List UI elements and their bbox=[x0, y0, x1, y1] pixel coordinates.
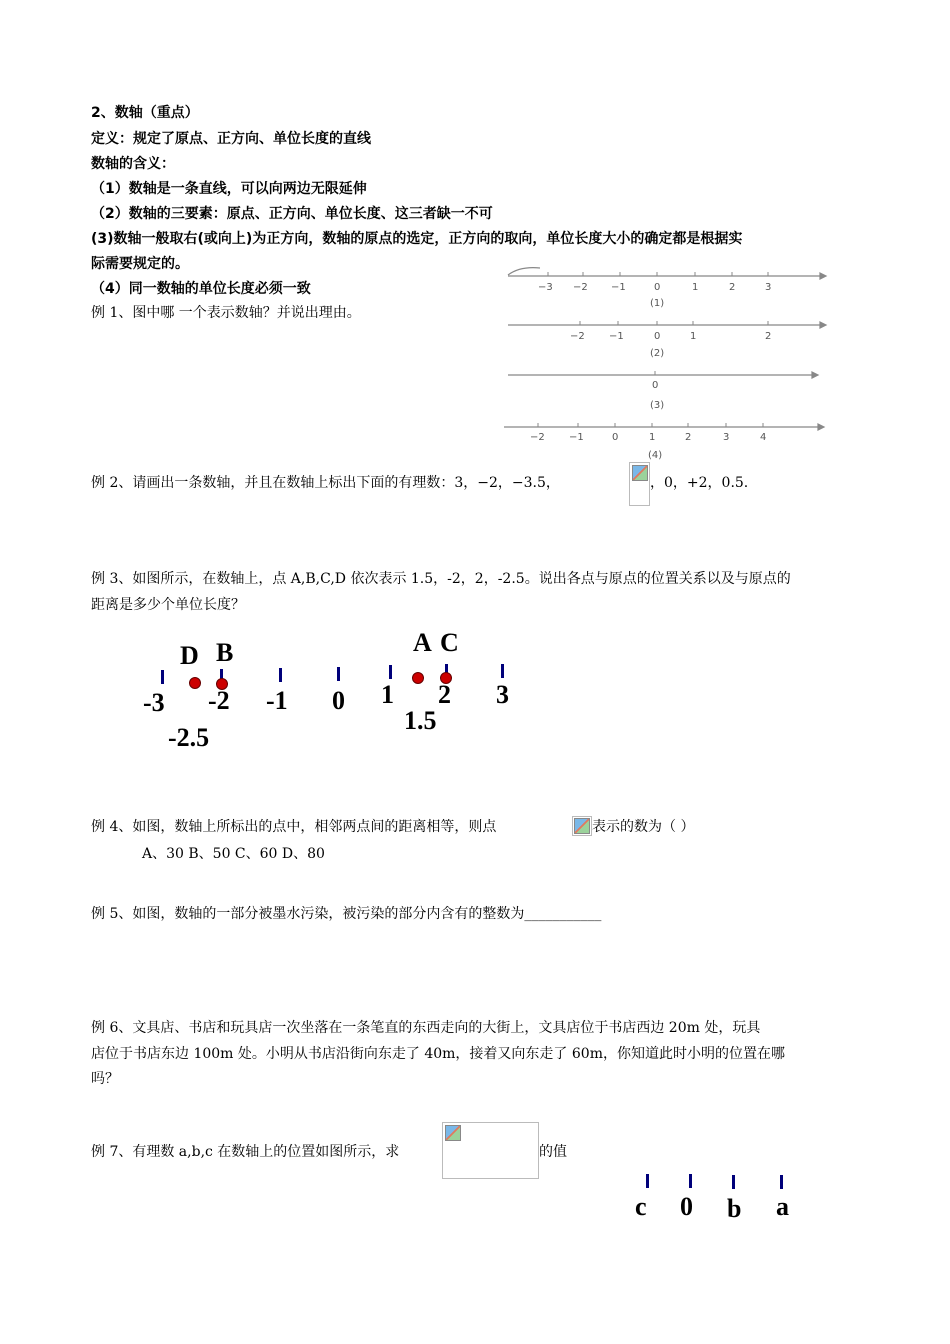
example-7-text: 例 7、有理数 a,b,c 在数轴上的位置如图所示，求 bbox=[91, 1144, 400, 1160]
point-label-a: A bbox=[413, 628, 432, 657]
label-a: a bbox=[776, 1192, 789, 1221]
tick-mark bbox=[689, 1174, 692, 1188]
tick-label: 2 bbox=[438, 680, 451, 709]
example-3-text-line-1: 例 3、如图所示，在数轴上，点 A,B,C,D 依次表示 1.5，-2，2，-2.5。说出各点与原点的位置关系以及与原点的 bbox=[91, 571, 791, 587]
meaning-item-4: （4）同一数轴的单位长度必须一致 bbox=[91, 281, 311, 297]
tick-label: 0 bbox=[332, 686, 345, 715]
axis-4-tick-label: −1 bbox=[569, 432, 584, 443]
point-d-dot bbox=[189, 677, 201, 689]
fraction-image-placeholder bbox=[629, 462, 650, 506]
axis-2-tick-label: −1 bbox=[609, 331, 624, 342]
axis-2-tick-label: 1 bbox=[690, 331, 697, 342]
point-image-placeholder bbox=[572, 816, 592, 836]
example-7-text-end: 的值 bbox=[539, 1144, 567, 1160]
definition-text: 定义：规定了原点、正方向、单位长度的直线 bbox=[91, 131, 371, 147]
example-3-text-line-2: 距离是多少个单位长度？ bbox=[91, 597, 245, 613]
tick-mark bbox=[389, 665, 392, 679]
axis-1-tick-label: 1 bbox=[692, 282, 699, 293]
axis-4-tick-label: 1 bbox=[649, 432, 656, 443]
axis-4-tick-label: 3 bbox=[723, 432, 730, 443]
axis-4-tick-label: 2 bbox=[685, 432, 692, 443]
point-a-dot bbox=[412, 672, 424, 684]
label-b: b bbox=[727, 1194, 742, 1223]
tick-label: -1 bbox=[266, 686, 288, 715]
expression-image-placeholder bbox=[442, 1122, 539, 1179]
broken-image-icon bbox=[574, 818, 590, 834]
axis-4-tick-label: −2 bbox=[530, 432, 545, 443]
axis-4-tick-label: 0 bbox=[612, 432, 619, 443]
tick-label: -3 bbox=[143, 688, 165, 717]
example-6-text-line-3: 吗？ bbox=[91, 1071, 119, 1087]
example-1-figure bbox=[500, 262, 830, 462]
meaning-title: 数轴的含义： bbox=[91, 156, 175, 172]
point-label-c: C bbox=[440, 628, 459, 657]
value-label-minus-2-5: -2.5 bbox=[168, 723, 210, 752]
axis-4-tick-label: 4 bbox=[760, 432, 767, 443]
example-2-text: 例 2、请画出一条数轴，并且在数轴上标出下面的有理数：3，−2，−3.5， bbox=[91, 475, 560, 491]
example-4-options: A、30 B、50 C、60 D、80 bbox=[142, 846, 325, 862]
axis-3-tick-label: 0 bbox=[652, 380, 659, 391]
meaning-item-2: （2）数轴的三要素：原点、正方向、单位长度、这三者缺一不可 bbox=[91, 206, 493, 222]
tick-mark bbox=[732, 1175, 735, 1189]
label-c: c bbox=[635, 1192, 647, 1221]
meaning-item-1: （1）数轴是一条直线，可以向两边无限延伸 bbox=[91, 181, 367, 197]
tick-label: 1 bbox=[381, 680, 394, 709]
value-label-1-5: 1.5 bbox=[404, 706, 437, 735]
point-label-b: B bbox=[216, 638, 234, 667]
axis-3-arrow bbox=[812, 372, 818, 378]
example-1-text: 例 1、图中哪 一个表示数轴？并说出理由。 bbox=[91, 305, 361, 321]
tick-mark bbox=[337, 667, 340, 681]
tick-mark bbox=[780, 1175, 783, 1189]
label-zero: 0 bbox=[680, 1192, 693, 1221]
example-4-text-end: 表示的数为（ ） bbox=[592, 819, 695, 835]
axis-1-arrow bbox=[820, 273, 826, 279]
axis-1-caption: (1) bbox=[650, 298, 665, 309]
axis-1-tick-label: −1 bbox=[611, 282, 626, 293]
axis-4-caption: (4) bbox=[648, 450, 663, 461]
axis-1-tick-label: 3 bbox=[765, 282, 772, 293]
axis-1-tick-label: −2 bbox=[573, 282, 588, 293]
axis-2-tick-label: 0 bbox=[654, 331, 661, 342]
example-5-text: 例 5、如图，数轴的一部分被墨水污染，被污染的部分内含有的整数为___________ bbox=[91, 906, 602, 922]
axis-2-tick-label: −2 bbox=[570, 331, 585, 342]
axis-1-scribble bbox=[508, 268, 540, 275]
axis-1-tick-label: 2 bbox=[729, 282, 736, 293]
tick-label: 3 bbox=[496, 680, 509, 709]
meaning-item-3: (3)数轴一般取右(或向上)为正方向，数轴的原点的选定，正方向的取向，单位长度大小的确定都是根据实 bbox=[91, 231, 743, 247]
axis-1-tick-label: 0 bbox=[654, 282, 661, 293]
tick-mark bbox=[161, 670, 164, 684]
axis-2-arrow bbox=[820, 322, 826, 328]
broken-image-icon bbox=[445, 1125, 461, 1141]
axis-1-tick-label: −3 bbox=[538, 282, 553, 293]
axis-2-tick-label: 2 bbox=[765, 331, 772, 342]
section-heading: 2、数轴（重点） bbox=[91, 105, 199, 121]
example-6-text-line-2: 店位于书店东边 100m 处。小明从书店沿街向东走了 40m，接着又向东走了 60m，你知道此时小明的位置在哪 bbox=[91, 1046, 785, 1062]
point-label-d: D bbox=[180, 641, 199, 670]
axis-3-caption: (3) bbox=[650, 400, 665, 411]
tick-mark bbox=[279, 668, 282, 682]
tick-label: -2 bbox=[208, 686, 230, 715]
tick-mark bbox=[646, 1174, 649, 1188]
example-2-text-end: ，0，+2，0.5. bbox=[650, 475, 749, 491]
broken-image-icon bbox=[632, 465, 648, 481]
meaning-item-3-cont: 际需要规定的。 bbox=[91, 256, 189, 272]
axis-4-arrow bbox=[818, 424, 824, 430]
example-4-text: 例 4、如图，数轴上所标出的点中，相邻两点间的距离相等，则点 bbox=[91, 819, 497, 835]
tick-mark bbox=[501, 664, 504, 678]
example-6-text-line-1: 例 6、文具店、书店和玩具店一次坐落在一条笔直的东西走向的大街上，文具店位于书店西边 20m 处，玩具 bbox=[91, 1020, 761, 1036]
axis-2-caption: (2) bbox=[650, 348, 665, 359]
